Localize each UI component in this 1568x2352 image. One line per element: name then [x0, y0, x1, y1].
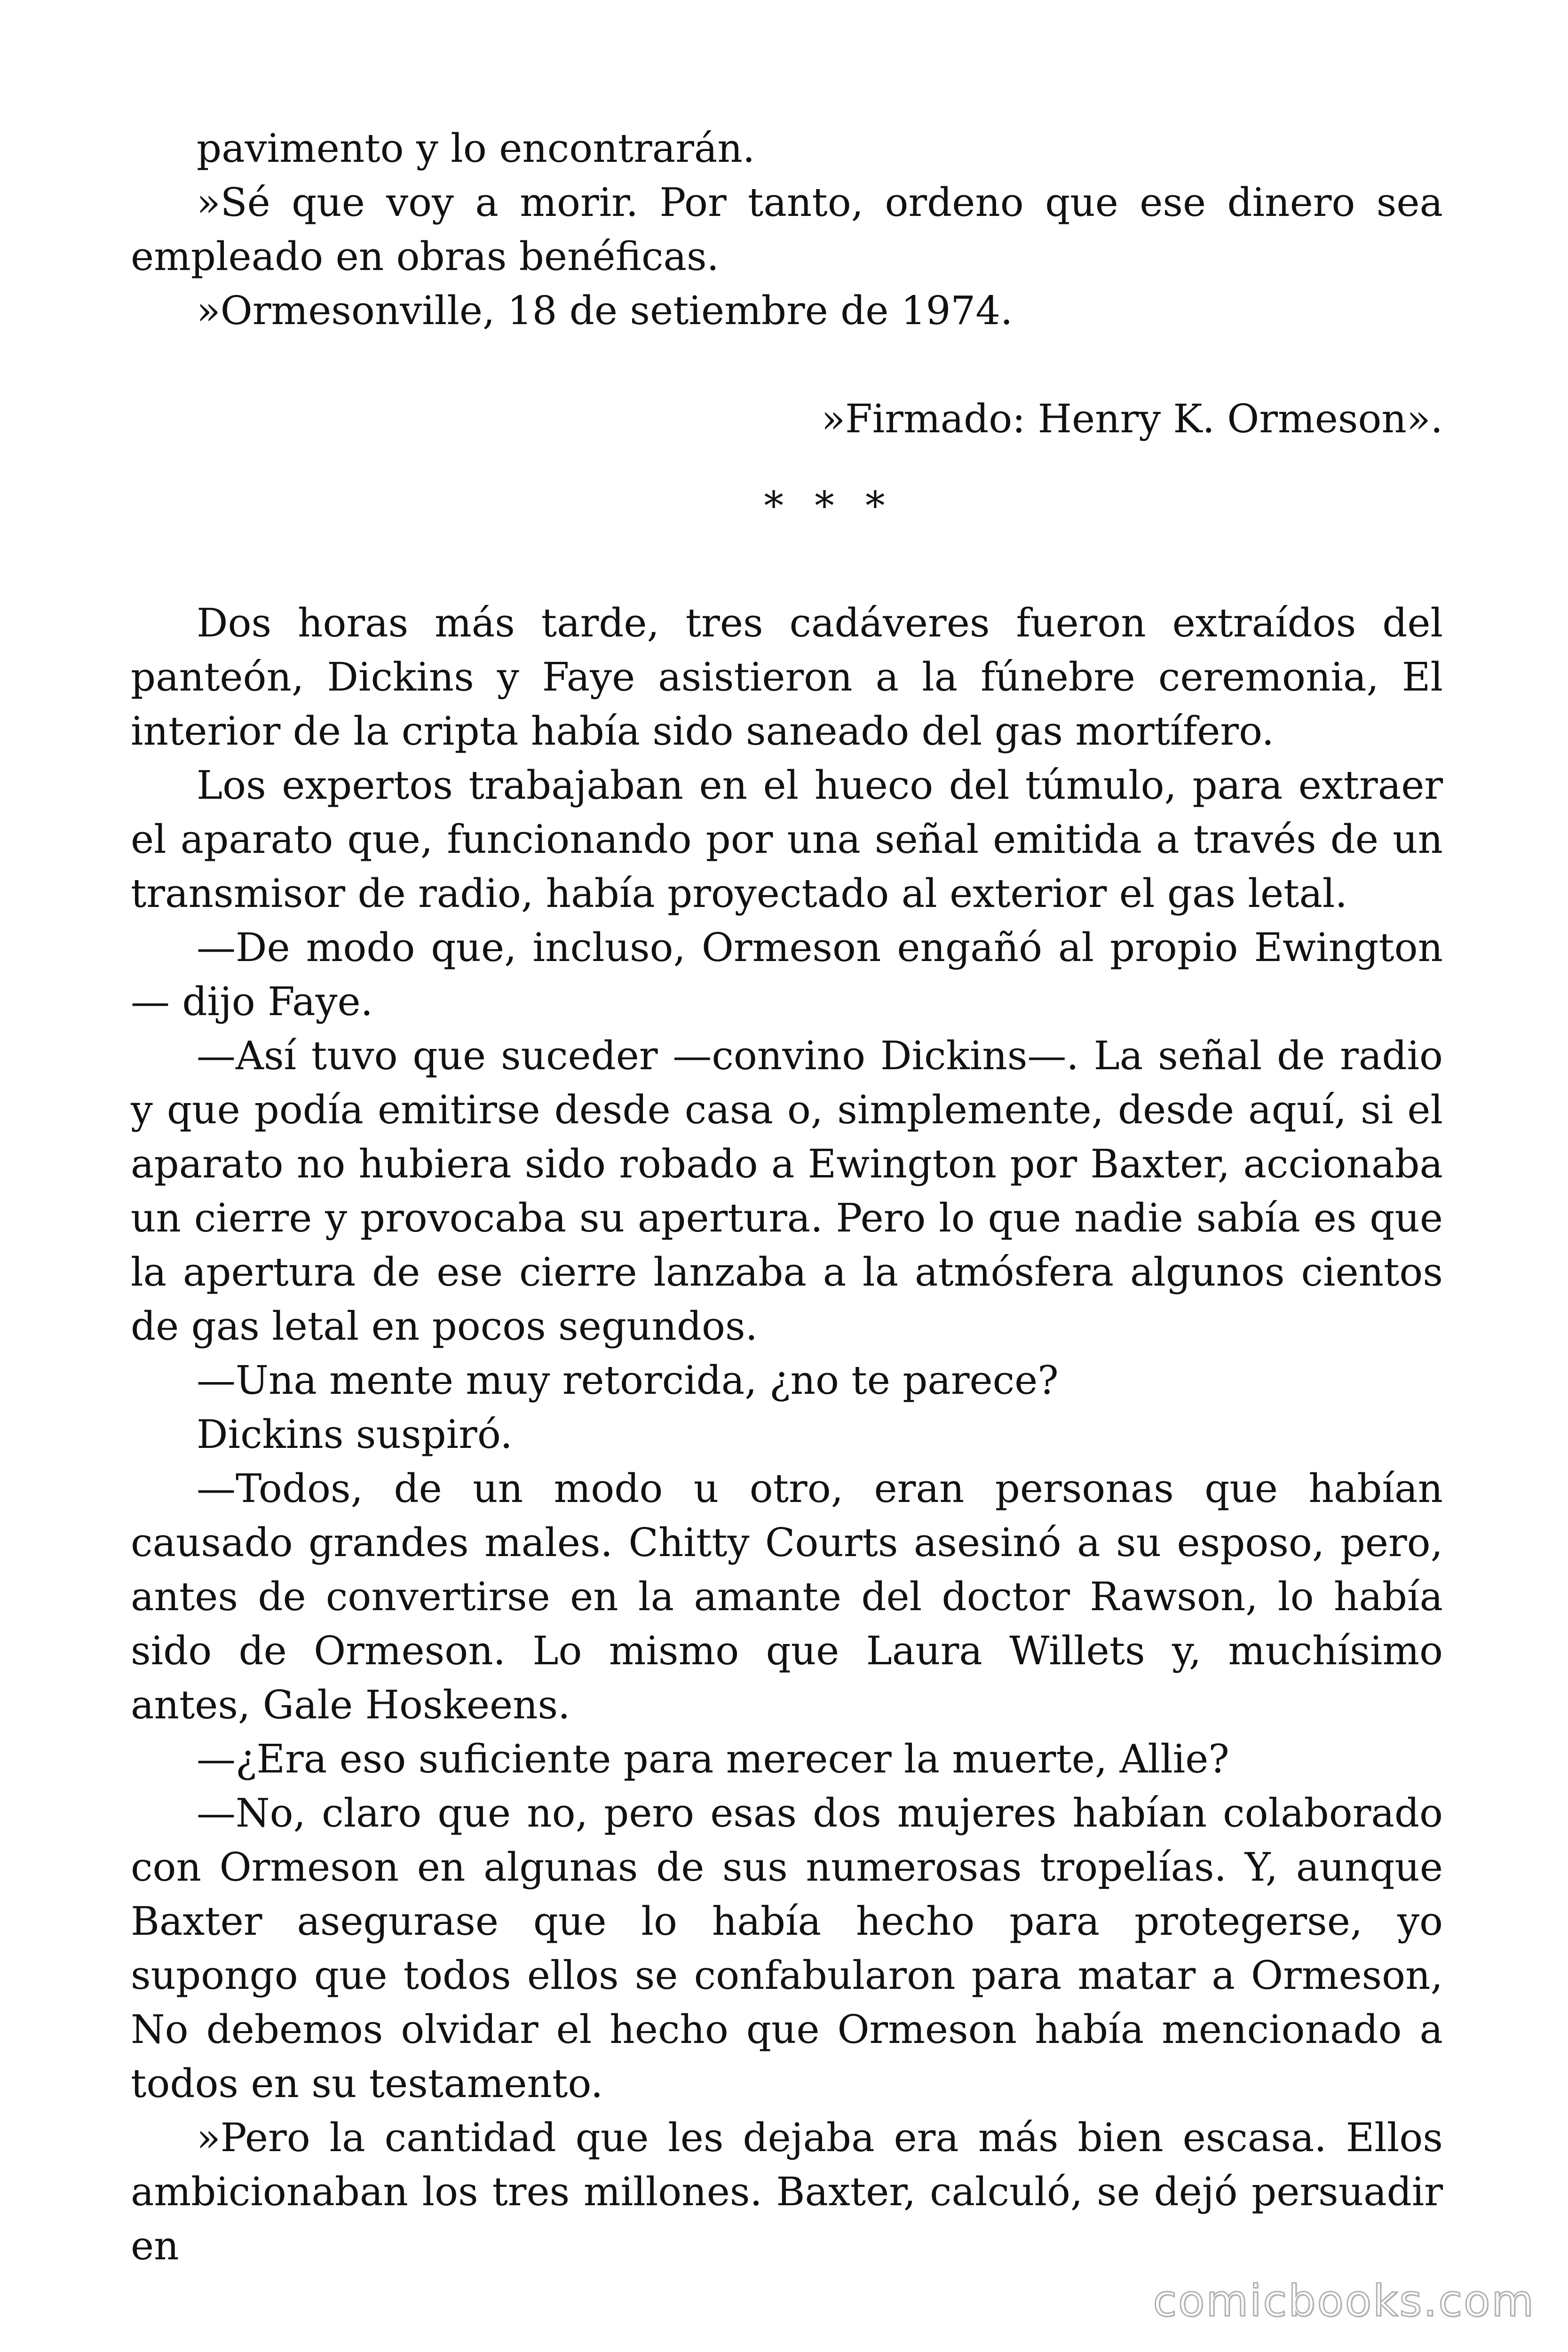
paragraph: —¿Era eso suficiente para merecer la muerte, Allie?	[197, 1736, 1229, 1782]
testament-excerpt	[131, 121, 1443, 533]
watermark: comicbooks.com	[1153, 2276, 1535, 2326]
signature-line: »Firmado: Henry K. Ormeson».	[821, 396, 1443, 442]
paragraph: Dickins suspiró.	[197, 1412, 513, 1457]
paragraph: —De modo que, incluso, Ormeson engañó al propio Ewington — dijo Faye.	[131, 925, 1443, 1025]
paragraph: —Todos, de un modo u otro, eran personas que habían causado grandes males. Chitty Courts asesinó a su esposo, pero, antes de convertirse en la amante del doctor Rawson, lo había sido de Ormeson. Lo mismo que Laura Willets y, muchísimo antes, Gale Hoskeens.	[131, 1466, 1443, 1728]
paragraph: Los expertos trabajaban en el hueco del túmulo, para extraer el aparato que, funcionando por una señal emitida a través de un transmisor de radio, había proyectado al exterior el gas letal.	[131, 763, 1443, 916]
main-text	[131, 596, 1443, 2273]
paragraph: »Sé que voy a morir. Por tanto, ordeno que ese dinero sea empleado en obras benéficas.	[131, 180, 1443, 279]
paragraph: »Pero la cantidad que les dejaba era más bien escasa. Ellos ambicionaban los tres millones. Baxter, calculó, se dejó persuadir en	[131, 2115, 1443, 2269]
section-separator: * * *	[764, 483, 895, 529]
paragraph: Dos horas más tarde, tres cadáveres fueron extraídos del panteón, Dickins y Faye asistieron a la fúnebre ceremonia, El interior de la cripta había sido saneado del gas mortífero.	[131, 600, 1443, 754]
paragraph: —No, claro que no, pero esas dos mujeres habían colaborado con Ormeson en algunas de sus numerosas tropelías. Y, aunque Baxter asegurase que lo había hecho para protegerse, yo supongo que todos ellos se confabularon para matar a Ormeson, No debemos olvidar el hecho que Ormeson había mencionado a todos en su testamento.	[131, 1790, 1443, 2106]
paragraph: —Una mente muy retorcida, ¿no te parece?	[197, 1358, 1059, 1403]
paragraph: »Ormesonville, 18 de setiembre de 1974.	[197, 288, 1013, 334]
paragraph: pavimento y lo encontrarán.	[197, 126, 755, 171]
paragraph: —Así tuvo que suceder —convino Dickins—. La señal de radio y que podía emitirse desde casa o, simplemente, desde aquí, si el aparato no hubiera sido robado a Ewington por Baxter, accionaba un cierre y provocaba su apertura. Pero lo que nadie sabía es que la apertura de ese cierre lanzaba a la atmósfera algunos cientos de gas letal en pocos segundos.	[131, 1033, 1443, 1349]
